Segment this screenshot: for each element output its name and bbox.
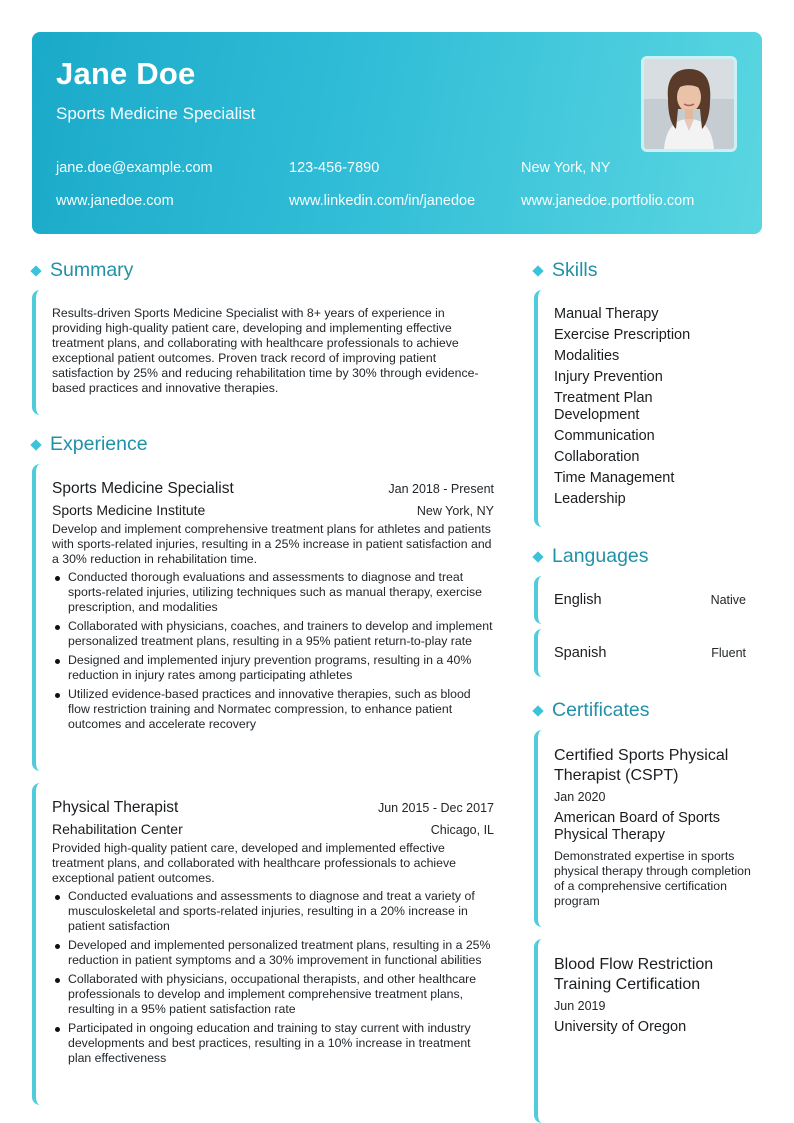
summary-heading xyxy=(30,259,133,282)
certificate-description: Demonstrated expertise in sports physical therapy through completion of a comprehensive certification program xyxy=(554,849,751,908)
job-2-location: Chicago, IL xyxy=(430,823,494,837)
skill-item: Injury Prevention xyxy=(554,369,663,385)
language-row xyxy=(554,629,746,677)
contact-portfolio[interactable]: www.janedoe.portfolio.com xyxy=(521,193,695,209)
diamond-bullet-icon xyxy=(532,705,543,716)
contact-website[interactable]: www.janedoe.com xyxy=(56,193,174,209)
skill-item: Collaboration xyxy=(554,449,640,465)
candidate-title: Sports Medicine Specialist xyxy=(56,104,256,123)
diamond-bullet-icon xyxy=(532,265,543,276)
skill-item: Modalities xyxy=(554,348,620,364)
job-1-subheader xyxy=(52,502,494,518)
contact-location: New York, NY xyxy=(521,160,611,176)
list-item: Conducted thorough evaluations and assessments to diagnose and treat sports-related injuries, utilizing techniques such as manual therapy, exercise prescription, and modalities xyxy=(52,570,494,615)
contact-email[interactable]: jane.doe@example.com xyxy=(56,160,213,176)
diamond-bullet-icon xyxy=(30,439,41,450)
skill-item: Exercise Prescription xyxy=(554,327,691,343)
language-row xyxy=(554,576,746,624)
job-1-role: Sports Medicine Specialist xyxy=(52,480,234,497)
job-1-bullets xyxy=(52,570,494,732)
certificate-name: Certified Sports Physical Therapist (CSPT) xyxy=(554,747,729,784)
language-level: Fluent xyxy=(711,646,746,660)
certificate-issuer: University of Oregon xyxy=(554,1019,687,1035)
language-level: Native xyxy=(710,593,746,607)
job-1-dates: Jan 2018 - Present xyxy=(388,482,494,496)
job-1-header xyxy=(52,480,494,498)
list-item: Utilized evidence-based practices and innovative therapies, such as blood flow restriction training and Normatec compression, to enhance patient outcomes and accelerate recovery xyxy=(52,687,494,732)
list-item: Participated in ongoing education and training to stay current with industry developments and best practices, resulting in a 10% increase in treatment plan effectiveness xyxy=(52,1021,494,1066)
skill-item: Manual Therapy xyxy=(554,306,659,322)
list-item: Collaborated with physicians, coaches, and trainers to develop and implement personalized treatment plans, resulting in a 95% patient return-to-play rate xyxy=(52,619,494,649)
job-2-subheader xyxy=(52,821,494,837)
language-name: English xyxy=(554,592,602,608)
summary-card xyxy=(32,290,496,415)
resume-header xyxy=(32,32,762,234)
diamond-bullet-icon xyxy=(30,265,41,276)
profile-photo xyxy=(641,56,737,152)
language-card-1 xyxy=(534,576,762,624)
certificate-date: Jun 2019 xyxy=(554,999,606,1013)
language-name: Spanish xyxy=(554,645,607,661)
contact-phone[interactable]: 123-456-7890 xyxy=(289,160,380,176)
certificate-card-1 xyxy=(534,730,762,927)
list-item: Designed and implemented injury prevention programs, resulting in a 40% reduction in injury rates among participating athletes xyxy=(52,653,494,683)
certificate-name: Blood Flow Restriction Training Certification xyxy=(554,956,714,993)
certificate-date: Jan 2020 xyxy=(554,790,606,804)
candidate-name: Jane Doe xyxy=(56,56,196,91)
skill-item: Time Management xyxy=(554,470,675,486)
skills-heading xyxy=(532,259,598,282)
skills-card xyxy=(534,290,762,527)
certificates-heading-text: Certificates xyxy=(552,699,650,721)
certificate-issuer: American Board of Sports Physical Therapy xyxy=(554,810,721,843)
job-2-dates: Jun 2015 - Dec 2017 xyxy=(377,801,494,815)
languages-heading xyxy=(532,545,649,568)
list-item: Collaborated with physicians, occupational therapists, and other healthcare professionals to develop and implement comprehensive treatment plans, resulting in a 95% patient satisfaction rate xyxy=(52,972,494,1017)
job-2-description: Provided high-quality patient care, developed and implemented effective treatment plans, and collaborated with healthcare professionals to achieve exceptional patient outcomes. xyxy=(52,841,456,885)
skills-heading-text: Skills xyxy=(552,259,598,281)
list-item: Conducted evaluations and assessments to diagnose and treat a variety of musculoskeletal and sports-related injuries, resulting in a 20% increase in patient satisfaction xyxy=(52,889,494,934)
certificate-card-2 xyxy=(534,939,762,1123)
contact-linkedin[interactable]: www.linkedin.com/in/janedoe xyxy=(289,193,476,209)
experience-heading-text: Experience xyxy=(50,433,148,455)
skill-item: Leadership xyxy=(554,491,626,507)
summary-text: Results-driven Sports Medicine Specialist with 8+ years of experience in providing high-quality patient care, developing and implementing effective treatment plans, and collaborating with healthcare professionals to achieve exceptional patient outcomes. Proven track record of improving patient satisfaction by 25% and reducing rehabilitation time by 30% through evidence-based practices and innovative therapies. xyxy=(52,306,479,395)
skill-item: Treatment Plan Development xyxy=(554,390,653,423)
skill-item: Communication xyxy=(554,428,655,444)
diamond-bullet-icon xyxy=(532,551,543,562)
profile-photo-image xyxy=(644,59,734,149)
language-card-2 xyxy=(534,629,762,677)
job-2-bullets xyxy=(52,889,494,1066)
job-1-company: Sports Medicine Institute xyxy=(52,502,206,518)
job-2-role: Physical Therapist xyxy=(52,799,179,816)
certificates-heading xyxy=(532,699,650,722)
job-1-description: Develop and implement comprehensive treatment plans for athletes and patients with sports-related injuries, resulting in a 25% increase in patient satisfaction and a 30% reduction in rehabilitation time. xyxy=(52,522,492,566)
job-2-company: Rehabilitation Center xyxy=(52,821,183,837)
job-2-header xyxy=(52,799,494,817)
experience-heading xyxy=(30,433,148,456)
list-item: Developed and implemented personalized treatment plans, resulting in a 25% reduction in patient symptoms and a 30% improvement in functional abilities xyxy=(52,938,494,968)
experience-card-1 xyxy=(32,464,496,771)
languages-heading-text: Languages xyxy=(552,545,649,567)
job-1-location: New York, NY xyxy=(416,504,494,518)
summary-heading-text: Summary xyxy=(50,259,134,281)
experience-card-2 xyxy=(32,783,496,1105)
